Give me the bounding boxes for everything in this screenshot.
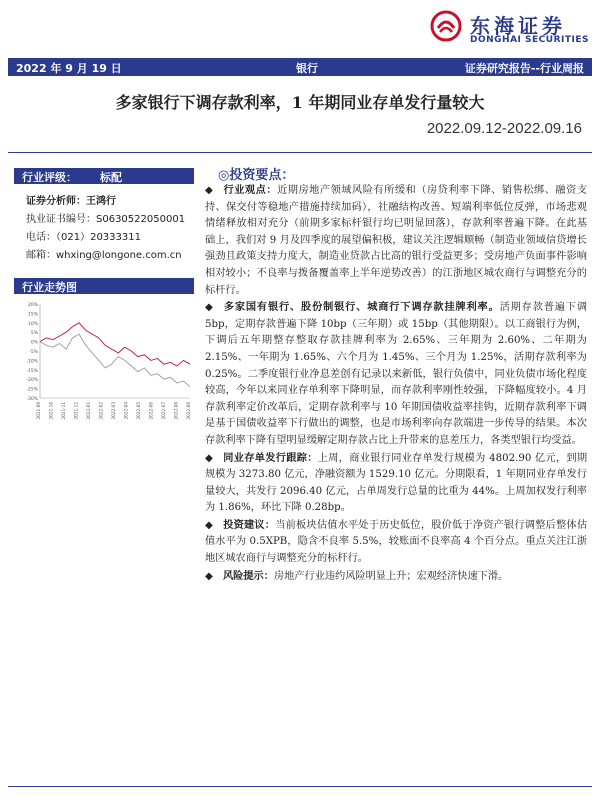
brand-name-cn: 东海证券 [470, 14, 566, 38]
trend-title: 行业走势图 [22, 281, 77, 294]
point-investment-advice [205, 517, 587, 568]
header-bar [8, 58, 592, 76]
x-tick-label: 2022-08 [173, 402, 179, 420]
series-line-0 [40, 323, 190, 366]
email-address[interactable]: whxing@longone.com.cn [56, 250, 182, 261]
y-tick-label: -10% [26, 359, 38, 365]
license-number: S0630522050001 [96, 214, 186, 225]
x-tick-label: 2021-11 [61, 402, 66, 420]
y-tick-label: 5% [30, 331, 38, 337]
phone-label: 电话： [26, 232, 56, 243]
report-title: 多家银行下调存款利率，1 年期同业存单发行量较大 [115, 93, 485, 112]
point-head: 投资建议： [223, 518, 276, 531]
x-tick-label: 2022-07 [161, 402, 166, 420]
y-tick-label: 0% [30, 340, 38, 346]
rating-value: 标配 [100, 171, 122, 184]
x-tick-label: 2021-12 [73, 402, 79, 420]
x-tick-label: 2022-03 [111, 402, 116, 420]
x-tick-label: 2022-06 [148, 402, 154, 420]
rating-bar [14, 168, 194, 184]
email-row [26, 246, 182, 261]
point-head: 同业存单发行跟踪： [223, 451, 318, 464]
point-risk-warning [205, 568, 587, 586]
diamond-bullet-icon: ◆ [205, 451, 213, 464]
brand-logo-icon [430, 10, 462, 42]
analyst-name: 王鸿行 [86, 196, 116, 207]
header-divider [8, 152, 592, 153]
y-tick-label: 15% [27, 312, 38, 318]
phone-row [26, 228, 141, 243]
license-label: 执业证书编号： [26, 214, 96, 225]
phone-number: （021）20333311 [56, 232, 141, 243]
y-tick-label: -25% [26, 387, 38, 393]
point-text: 近期房地产领域风险有所缓和（房贷利率下降、销售松绑、融资支持、保交付等稳地产措施持续加码），社融结构改善、短端利率低位反弹，市场悲观情绪释放相对充分（前期多家标杆银行均已明显回落），存款利率普遍下降。在此基础上，我们对 9 月及四季度的展望偏积极，建议关注逻辑顺畅（制造业领域信贷增长强劲且政策支持力度大，制造业贷款占比高的银行受益更多；受房地产负面事件影响相对较小；不良率与拨备覆盖率上半年逆势改善）的江浙地区城农商行与调整充分的标杆行。 [205, 185, 588, 296]
email-label: 邮箱： [26, 250, 56, 261]
point-head: 风险提示： [223, 569, 274, 582]
y-tick-label: -30% [26, 397, 38, 402]
analyst-row [26, 192, 116, 207]
point-head: 多家国有银行、股份制银行、城商行下调存款挂牌利率。 [223, 301, 500, 314]
rating-label: 行业评级： [22, 171, 77, 184]
report-type: 证券研究报告--行业周报 [464, 62, 584, 75]
analyst-label: 证券分析师： [26, 196, 86, 207]
point-ncd-tracking [205, 450, 587, 517]
x-tick-label: 2022-04 [123, 402, 129, 420]
point-head: 行业观点： [223, 184, 278, 196]
license-row [26, 210, 185, 225]
x-tick-label: 2022-05 [136, 402, 141, 420]
date-range: 2022.09.12-2022.09.16 [426, 120, 582, 137]
diamond-bullet-icon: ◆ [205, 184, 213, 196]
x-tick-label: 2022-09 [186, 402, 191, 420]
brand-name-en: DONGHAI SECURITIES [470, 35, 589, 45]
y-tick-label: -20% [26, 378, 38, 384]
report-date: 2022 年 9 月 19 日 [16, 62, 122, 75]
point-text: 房地产行业违约风险明显上升；宏观经济快速下滑。 [273, 570, 509, 582]
x-tick-label: 2021-09 [36, 402, 41, 420]
point-deposit-rate-cut [205, 299, 587, 449]
x-tick-label: 2022-02 [98, 402, 104, 420]
y-tick-label: 10% [27, 321, 38, 327]
x-tick-label: 2021-10 [48, 402, 54, 420]
point-text: 活期存款普遍下调 5bp，定期存款普遍下降 10bp（三年期）或 15bp（其他期限）。以工商银行为例，下调后五年期整存整取存款挂牌利率为 2.65%、三年期为 2.60%、二年期为 2.15%、一年期为 1.65%、六个月为 1.45%、三个月为 1.25%，活期存款利率为 0.25%。二季度银行业净息差创有记录以来新低，银行负债中，同业负债市场化程度较高，今年以来同业存单利率下降明显，而存款利率刚性较强，下降幅度较小。4 月存款利率定价改革后，定期存款利率与 10 年期国债收益率挂钩，近期存款利率下调是基于国债收益率下行做出的调整，也是市场利率向存款端进一步传导的结果。本次存款利率下降有望明显缓解定期存款占比上升带来的息差压力，各类型银行均受益。 [205, 302, 588, 446]
diamond-bullet-icon: ◆ [205, 518, 213, 531]
y-tick-label: 20% [27, 303, 38, 308]
diamond-bullet-icon: ◆ [205, 569, 213, 582]
section-title: ◎投资要点： [218, 168, 295, 183]
point-industry-view [205, 182, 587, 299]
point-text: 上周，商业银行同业存单发行规模为 4802.90 亿元，到期规模为 3273.80 亿元，净融资额为 1529.10 亿元。分期限看，1 年期同业存单发行量较大，共发行 2096.40 亿元，占单周发行总量的比重为 44%。上周加权发行利率为 1.86%，环比下降 0.28bp。 [205, 452, 588, 514]
x-tick-label: 2022-01 [86, 402, 91, 420]
series-line-1 [40, 334, 190, 387]
points-list [205, 182, 587, 585]
footer-divider [8, 786, 592, 787]
y-tick-label: -15% [26, 368, 38, 374]
y-tick-label: -5% [29, 350, 38, 355]
point-text: 当前板块估值水平处于历史低位，股价低于净资产银行调整后整体估值水平为 0.5XPB，隐含不良率 5.5%，较账面不良率高 4 个百分点。重点关注江浙地区城农商行与调整充分的标杆行。 [205, 519, 588, 565]
sector-label: 银行 [296, 62, 318, 75]
diamond-bullet-icon: ◆ [205, 301, 213, 314]
trend-chart [14, 298, 194, 428]
trend-bar [14, 278, 194, 294]
